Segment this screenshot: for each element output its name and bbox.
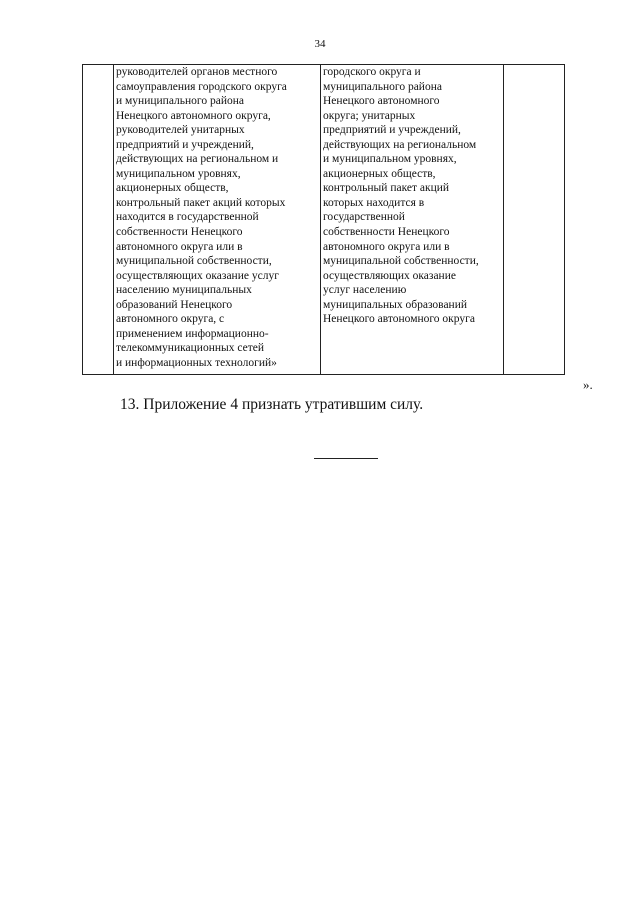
text-line: акционерных обществ, xyxy=(116,182,229,195)
text-line: Ненецкого автономного xyxy=(323,95,440,108)
text-line: находится в государственной xyxy=(116,211,259,224)
text-line: автономного округа или в xyxy=(323,240,450,253)
text-line: Ненецкого автономного округа, xyxy=(116,109,271,122)
text-line: руководителей унитарных xyxy=(116,124,245,137)
text-line: действующих на региональном и xyxy=(116,153,279,166)
text-line: городского округа и xyxy=(323,66,421,78)
text-line: осуществляющих оказание услуг xyxy=(116,269,279,282)
text-line: собственности Ненецкого xyxy=(116,226,243,239)
text-line: руководителей органов местного xyxy=(116,66,278,78)
text-line: округа; унитарных xyxy=(323,109,416,122)
text-line: автономного округа или в xyxy=(116,240,243,253)
text-line: телекоммуникационных сетей xyxy=(116,342,264,355)
text-line: муниципальной собственности, xyxy=(116,255,272,268)
text-line: автономного округа, с xyxy=(116,313,225,326)
text-line: контрольный пакет акций xyxy=(323,182,450,195)
text-line: предприятий и учреждений, xyxy=(323,124,461,137)
text-line: и муниципального района xyxy=(116,95,244,108)
text-line: которых находится в xyxy=(323,196,425,209)
table-cell-new-wording xyxy=(321,65,504,375)
text-line: муниципальной собственности, xyxy=(323,255,479,268)
amendment-table xyxy=(82,64,565,375)
page-number: 34 xyxy=(314,38,326,50)
text-line: осуществляющих оказание xyxy=(323,269,456,282)
text-line: образований Ненецкого xyxy=(116,298,233,311)
end-rule-divider xyxy=(314,458,378,459)
text-line: применением информационно- xyxy=(116,327,269,340)
text-line: населению муниципальных xyxy=(116,284,252,297)
text-line: муниципального района xyxy=(323,80,442,93)
text-line: самоуправления городского округа xyxy=(116,80,287,93)
text-line: и муниципальном уровнях, xyxy=(323,153,457,166)
text-line: контрольный пакет акций которых xyxy=(116,196,286,209)
text-line: муниципальных образований xyxy=(323,298,468,311)
table-cell-empty xyxy=(504,65,565,375)
text-line: и информационных технологий» xyxy=(116,356,277,369)
table-cell-number xyxy=(83,65,114,375)
text-line: Ненецкого автономного округа xyxy=(323,313,475,326)
text-line: действующих на региональном xyxy=(323,138,477,151)
paragraph-13: 13. Приложение 4 признать утратившим силу. xyxy=(120,396,424,413)
text-line: акционерных обществ, xyxy=(323,167,436,180)
text-line: услуг населению xyxy=(323,284,407,297)
text-line: государственной xyxy=(323,211,405,224)
closing-quote: ». xyxy=(583,377,593,392)
text-line: предприятий и учреждений, xyxy=(116,138,254,151)
table-cell-old-wording xyxy=(114,65,321,375)
text-line: муниципальном уровнях, xyxy=(116,167,241,180)
text-line: собственности Ненецкого xyxy=(323,226,450,239)
table-row xyxy=(83,65,565,375)
